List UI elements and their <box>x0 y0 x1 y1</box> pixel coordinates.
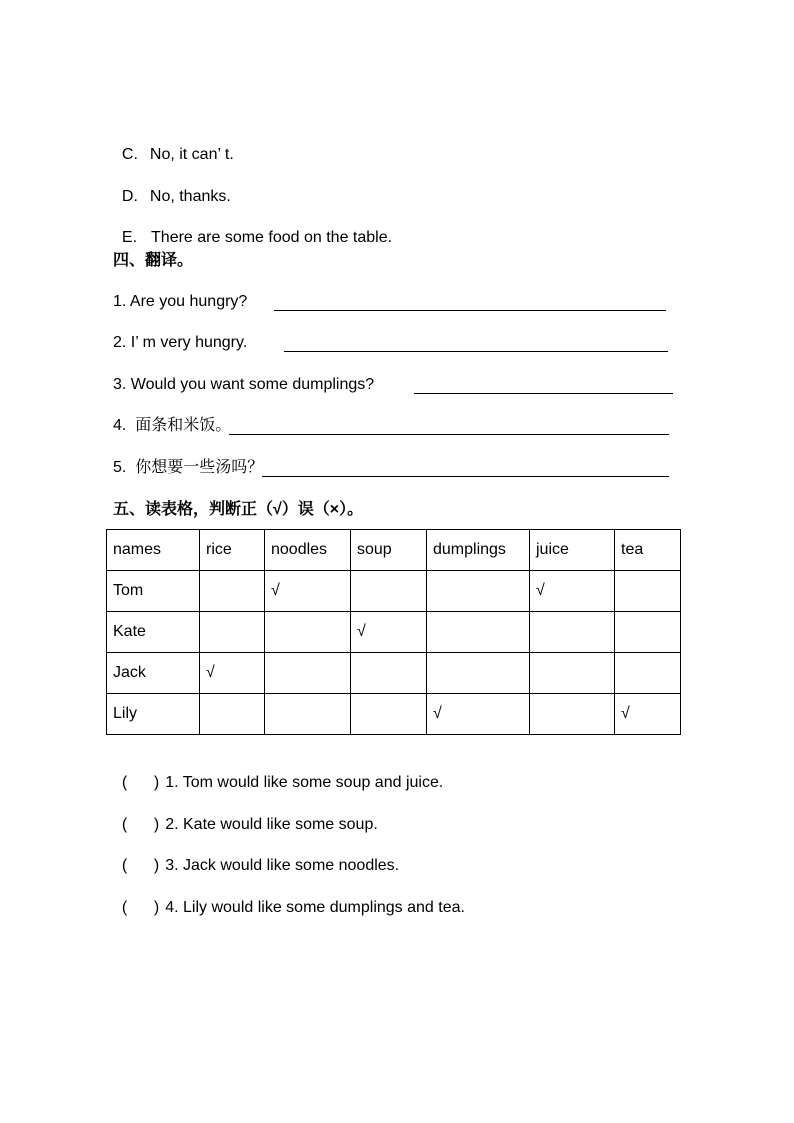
table-cell: √ <box>615 694 681 735</box>
table-cell <box>530 653 615 694</box>
answer-blank-1[interactable] <box>274 310 666 311</box>
table-header-cell: names <box>107 530 200 571</box>
answer-blank-2[interactable] <box>284 351 668 352</box>
table-cell: √ <box>351 612 427 653</box>
table-row <box>107 571 681 612</box>
table-header-cell: rice <box>200 530 265 571</box>
translation-item-3: 3. Would you want some dumplings? <box>113 376 375 393</box>
statement-text: 3. Jack would like some noodles. <box>165 857 400 874</box>
option-d-letter: D. <box>121 188 138 205</box>
answer-blank-5[interactable] <box>262 476 669 477</box>
answer-paren[interactable]: ( ) <box>121 774 160 791</box>
food-table <box>106 529 681 735</box>
statement-3 <box>113 836 399 876</box>
table-cell <box>351 571 427 612</box>
option-c <box>113 125 234 165</box>
table-cell <box>265 653 351 694</box>
table-cell: √ <box>530 571 615 612</box>
answer-paren[interactable]: ( ) <box>121 899 160 916</box>
table-header-cell: dumplings <box>427 530 530 571</box>
translation-item-4: 4. 面条和米饭。 <box>113 417 232 434</box>
table-cell <box>351 694 427 735</box>
option-d <box>113 167 231 207</box>
answer-blank-4[interactable] <box>229 434 669 435</box>
option-e <box>113 208 392 248</box>
table-cell <box>615 612 681 653</box>
translation-item-1: 1. Are you hungry? <box>113 293 248 310</box>
option-d-text: No, thanks. <box>149 188 231 205</box>
table-cell <box>615 653 681 694</box>
table-cell: Jack <box>107 653 200 694</box>
table-cell: √ <box>200 653 265 694</box>
statement-1 <box>113 753 443 793</box>
answer-blank-3[interactable] <box>414 393 673 394</box>
table-cell <box>530 612 615 653</box>
table-header-cell: tea <box>615 530 681 571</box>
table-cell <box>351 653 427 694</box>
table-cell: Kate <box>107 612 200 653</box>
table-cell <box>200 694 265 735</box>
table-cell: √ <box>265 571 351 612</box>
translation-item-2: 2. I’ m very hungry. <box>113 334 248 351</box>
option-e-letter: E. <box>121 229 138 246</box>
statement-text: 4. Lily would like some dumplings and tea. <box>165 899 465 916</box>
table-cell: Lily <box>107 694 200 735</box>
table-cell: √ <box>427 694 530 735</box>
table-cell <box>530 694 615 735</box>
table-cell <box>265 612 351 653</box>
option-c-text: No, it can’ t. <box>149 146 234 163</box>
table-cell: Tom <box>107 571 200 612</box>
table-header-cell: noodles <box>265 530 351 571</box>
table-row <box>107 612 681 653</box>
table-header-cell: soup <box>351 530 427 571</box>
table-row <box>107 653 681 694</box>
statement-4 <box>113 878 465 918</box>
table-cell <box>427 571 530 612</box>
answer-paren[interactable]: ( ) <box>121 816 160 833</box>
statement-text: 2. Kate would like some soup. <box>165 816 378 833</box>
table-cell <box>427 612 530 653</box>
section-5-heading: 五、读表格，判断正（√）误（×）。 <box>113 501 364 518</box>
table-row <box>107 694 681 735</box>
table-cell <box>265 694 351 735</box>
option-e-text: There are some food on the table. <box>151 229 393 246</box>
table-header-row <box>107 530 681 571</box>
translation-item-5: 5. 你想要一些汤吗？ <box>113 459 264 476</box>
table-cell <box>427 653 530 694</box>
table-cell <box>615 571 681 612</box>
table-cell <box>200 571 265 612</box>
option-c-letter: C. <box>121 146 138 163</box>
answer-paren[interactable]: ( ) <box>121 857 160 874</box>
table-header-cell: juice <box>530 530 615 571</box>
statement-text: 1. Tom would like some soup and juice. <box>165 774 444 791</box>
section-4-heading: 四、翻译。 <box>113 252 194 269</box>
table-cell <box>200 612 265 653</box>
statement-2 <box>113 795 378 835</box>
